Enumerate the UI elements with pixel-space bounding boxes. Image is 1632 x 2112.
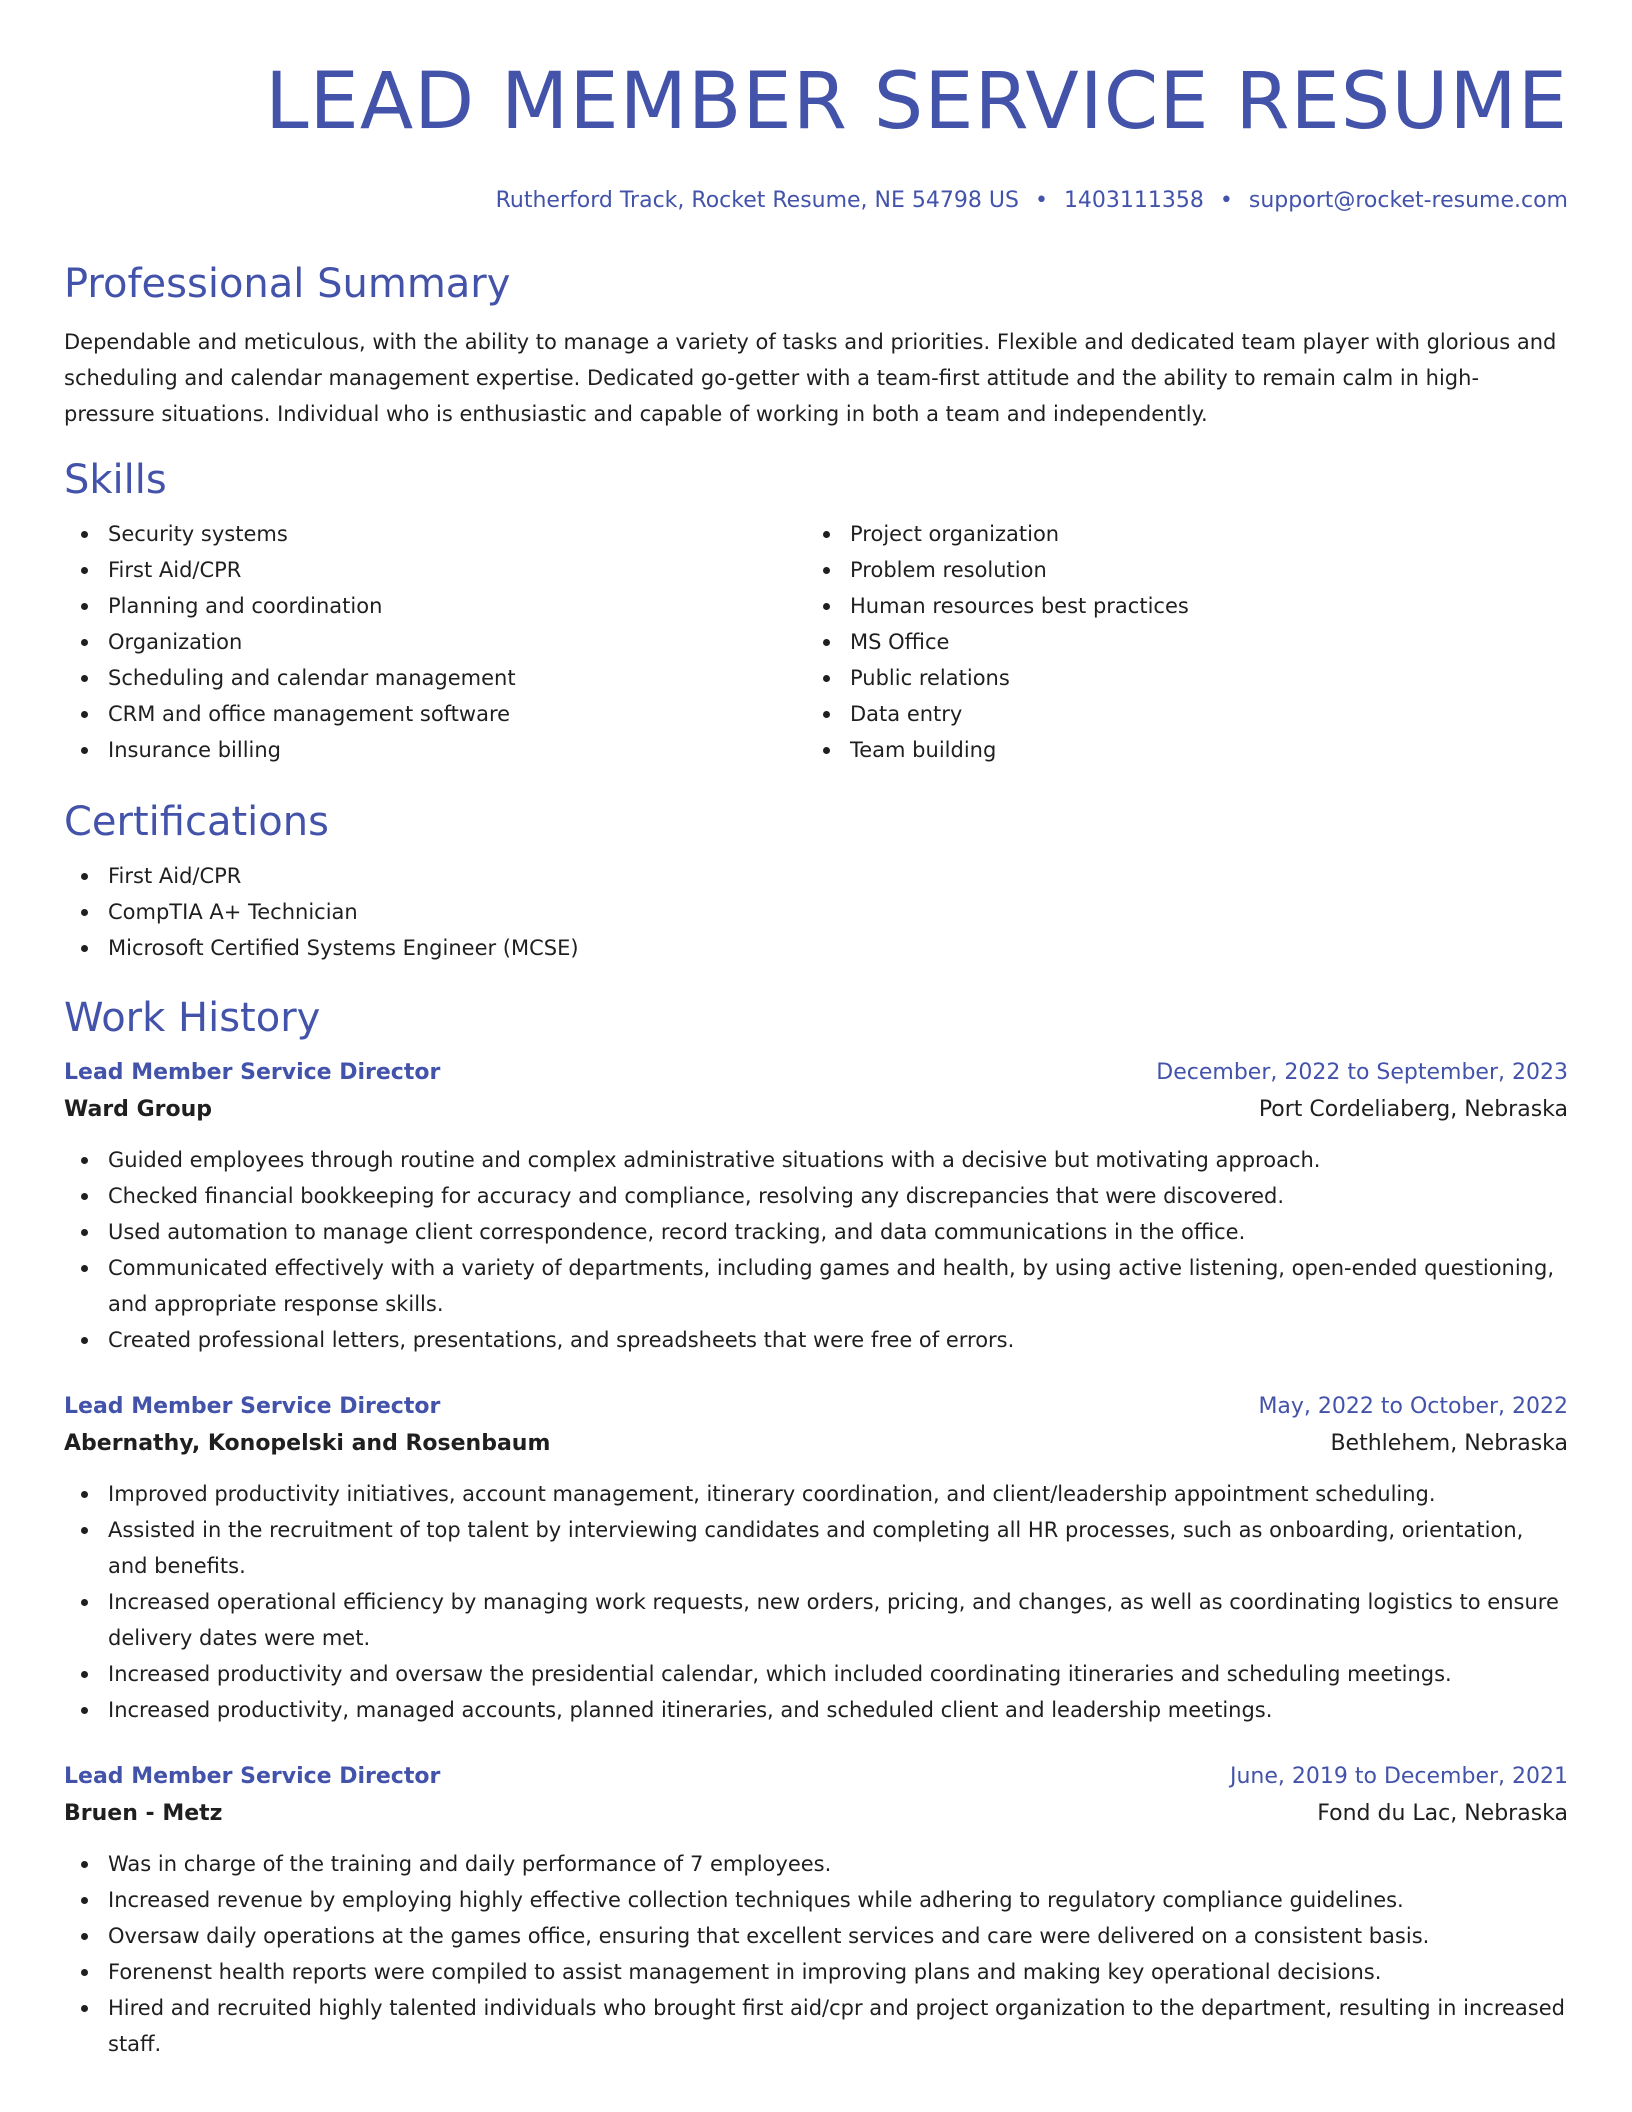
work-history-heading: Work History	[64, 995, 321, 1041]
skill-item: CRM and office management software	[64, 696, 806, 732]
certifications-list	[64, 858, 1568, 966]
skill-item: Planning and coordination	[64, 588, 806, 624]
contact-phone: 1403111358	[1063, 188, 1204, 213]
resume-title: LEAD MEMBER SERVICE RESUME	[265, 57, 1568, 147]
job-duty: Increased productivity, managed accounts, planned itineraries, and scheduled client and leadership meetings.	[64, 1692, 1568, 1728]
job-duty: Communicated effectively with a variety of departments, including games and health, by using active listening, open-ended questioning, and appropriate response skills.	[64, 1250, 1568, 1322]
job-duty: Improved productivity initiatives, account management, itinerary coordination, and client/leadership appointment scheduling.	[64, 1476, 1568, 1512]
skill-item: Problem resolution	[806, 552, 1548, 588]
skills-heading: Skills	[64, 457, 167, 503]
job-header-row	[64, 1760, 1568, 1794]
contact-address: Rutherford Track, Rocket Resume, NE 54798 US	[495, 188, 1019, 213]
job-duty: Used automation to manage client correspondence, record tracking, and data communications in the office.	[64, 1214, 1568, 1250]
job-duty: Forenenst health reports were compiled to assist management in improving plans and making key operational decisions.	[64, 1954, 1568, 1990]
job-duties-list	[64, 1846, 1568, 2062]
skill-item: Team building	[806, 732, 1548, 768]
job-location: Port Cordeliaberg, Nebraska	[1258, 1097, 1568, 1122]
skill-item: Human resources best practices	[806, 588, 1548, 624]
summary-text: Dependable and meticulous, with the ability to manage a variety of tasks and priorities. Flexible and dedicated team player with glorious and scheduling and calendar management expertise. Dedicated go-getter with a team-first attitude and the ability to remain calm in high-pressure situations. Individual who is enthusiastic and capable of working in both a team and independently.	[64, 330, 1557, 426]
skill-item: First Aid/CPR	[64, 552, 806, 588]
job-title: Lead Member Service Director	[64, 1764, 441, 1789]
job-entry	[64, 1056, 1568, 1358]
job-company-row	[64, 1424, 1568, 1464]
skills-list-left	[64, 516, 806, 768]
contact-separator: •	[1219, 188, 1233, 213]
skill-item: Security systems	[64, 516, 806, 552]
job-duty: Checked financial bookkeeping for accuracy and compliance, resolving any discrepancies that were discovered.	[64, 1178, 1568, 1214]
certification-item: Microsoft Certified Systems Engineer (MCSE)	[64, 930, 1568, 966]
job-entry	[64, 1760, 1568, 2062]
job-duty: Created professional letters, presentations, and spreadsheets that were free of errors.	[64, 1322, 1568, 1358]
job-company: Abernathy, Konopelski and Rosenbaum	[64, 1431, 551, 1456]
job-header-row	[64, 1056, 1568, 1090]
certifications-heading: Certifications	[64, 799, 329, 845]
job-company-row	[64, 1794, 1568, 1834]
job-company: Ward Group	[64, 1097, 213, 1122]
job-title: Lead Member Service Director	[64, 1394, 441, 1419]
skill-item: Insurance billing	[64, 732, 806, 768]
skill-item: MS Office	[806, 624, 1548, 660]
job-duty: Increased revenue by employing highly effective collection techniques while adhering to regulatory compliance guidelines.	[64, 1882, 1568, 1918]
skill-item: Organization	[64, 624, 806, 660]
job-company-row	[64, 1090, 1568, 1130]
job-duties-list	[64, 1142, 1568, 1358]
skill-item: Scheduling and calendar management	[64, 660, 806, 696]
job-duty: Oversaw daily operations at the games office, ensuring that excellent services and care were delivered on a consistent basis.	[64, 1918, 1568, 1954]
job-company: Bruen - Metz	[64, 1801, 223, 1826]
skill-item: Public relations	[806, 660, 1548, 696]
job-location: Fond du Lac, Nebraska	[1317, 1801, 1568, 1826]
job-header-row	[64, 1390, 1568, 1424]
job-duty: Assisted in the recruitment of top talent by interviewing candidates and completing all HR processes, such as onboarding, orientation, and benefits.	[64, 1512, 1568, 1584]
job-dates: December, 2022 to September, 2023	[1156, 1060, 1568, 1085]
certification-item: CompTIA A+ Technician	[64, 894, 1568, 930]
summary-heading: Professional Summary	[64, 261, 511, 307]
job-dates: May, 2022 to October, 2022	[1258, 1394, 1568, 1419]
certification-item: First Aid/CPR	[64, 858, 1568, 894]
job-duty: Guided employees through routine and complex administrative situations with a decisive but motivating approach.	[64, 1142, 1568, 1178]
job-duty: Was in charge of the training and daily performance of 7 employees.	[64, 1846, 1568, 1882]
contact-email[interactable]: support@rocket-resume.com	[1248, 188, 1568, 213]
job-location: Bethlehem, Nebraska	[1330, 1431, 1568, 1456]
job-duty: Increased operational efficiency by managing work requests, new orders, pricing, and changes, as well as coordinating logistics to ensure delivery dates were met.	[64, 1584, 1568, 1656]
job-title: Lead Member Service Director	[64, 1060, 441, 1085]
skills-list-right	[806, 516, 1548, 768]
job-duty: Increased productivity and oversaw the presidential calendar, which included coordinating itineraries and scheduling meetings.	[64, 1656, 1568, 1692]
job-dates: June, 2019 to December, 2021	[1229, 1764, 1568, 1789]
contact-separator: •	[1034, 188, 1048, 213]
job-duty: Hired and recruited highly talented individuals who brought first aid/cpr and project organization to the department, resulting in increased staff.	[64, 1990, 1568, 2062]
skills-grid	[64, 516, 1568, 768]
job-entry	[64, 1390, 1568, 1728]
skill-item: Data entry	[806, 696, 1548, 732]
job-duties-list	[64, 1476, 1568, 1728]
skill-item: Project organization	[806, 516, 1548, 552]
contact-line	[64, 186, 1568, 216]
